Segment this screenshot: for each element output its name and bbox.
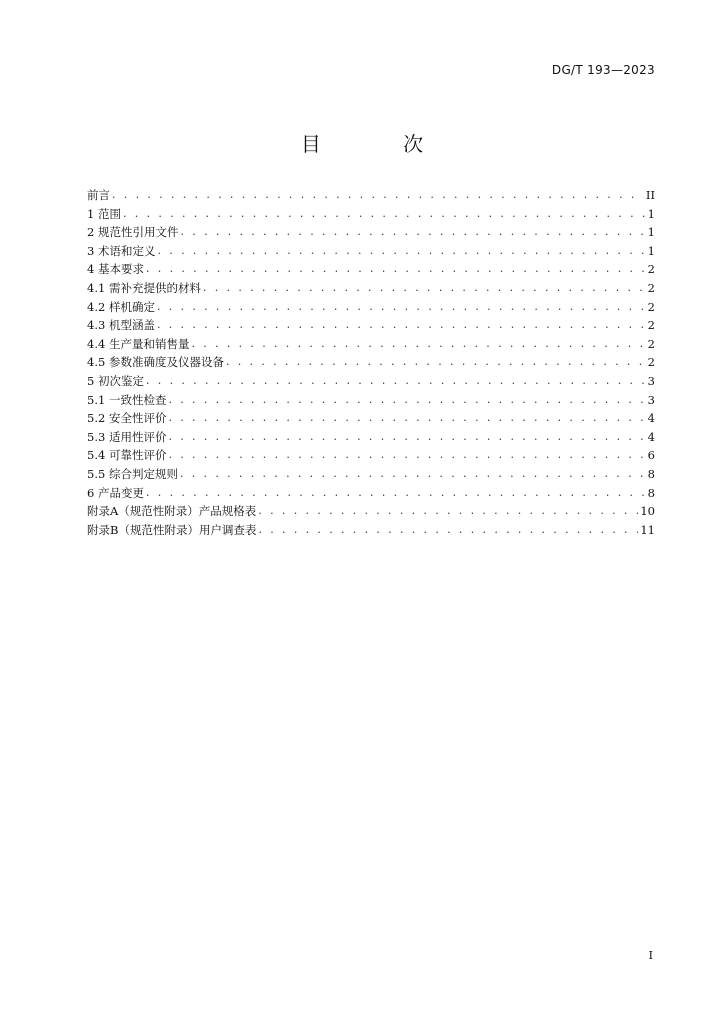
toc-entry-page: 3: [647, 373, 655, 388]
toc-entry[interactable]: [87, 242, 655, 261]
toc-entry[interactable]: [87, 353, 655, 372]
toc-entry-label: 3 术语和定义: [87, 243, 156, 258]
toc-entry-label: 4 基本要求: [87, 262, 144, 277]
toc-entry[interactable]: [87, 372, 655, 391]
document-code: DG/T 193—2023: [551, 63, 655, 77]
toc-entry[interactable]: [87, 391, 655, 410]
toc-entry-page: 1: [647, 225, 655, 240]
toc-entry-label: 前言: [87, 188, 110, 202]
toc-entry-page: 3: [647, 392, 655, 407]
toc-leader-dots: [203, 279, 646, 298]
toc-entry[interactable]: [87, 428, 655, 447]
toc-entry-label: 4.2 样机确定: [87, 299, 155, 314]
toc-entry-page: 1: [647, 243, 655, 258]
toc-entry-label: 5 初次鉴定: [87, 373, 144, 388]
toc-entry-page: 11: [640, 522, 655, 537]
toc-entry-label: 5.1 一致性检查: [87, 392, 167, 407]
toc-leader-dots: [180, 223, 645, 242]
toc-entry-label: 4.4 生产量和销售量: [87, 336, 190, 351]
toc-entry-page: 2: [647, 299, 655, 314]
toc-leader-dots: [157, 242, 645, 261]
toc-list: [87, 186, 655, 539]
toc-entry-label: 6 产品变更: [87, 485, 144, 500]
toc-title: 目 次: [300, 132, 462, 156]
toc-leader-dots: [146, 260, 646, 279]
toc-entry-page: 2: [647, 262, 655, 277]
toc-leader-dots: [168, 446, 645, 465]
toc-entry[interactable]: [87, 223, 655, 242]
toc-entry-page: 4: [647, 429, 655, 444]
toc-leader-dots: [180, 465, 646, 484]
toc-leader-dots: [123, 205, 646, 224]
toc-entry-label: 4.1 需补充提供的材料: [87, 280, 201, 295]
toc-entry[interactable]: [87, 502, 655, 521]
toc-entry-page: 2: [647, 336, 655, 351]
toc-entry-label: 附录A（规范性附录）产品规格表: [87, 504, 257, 519]
toc-entry[interactable]: [87, 484, 655, 503]
toc-entry-label: 1 范围: [87, 206, 121, 221]
toc-entry-page: 4: [647, 411, 655, 426]
toc-leader-dots: [168, 391, 645, 410]
toc-entry-label: 5.4 可靠性评价: [87, 448, 167, 463]
toc-entry-page: II: [645, 188, 655, 202]
toc-entry-page: 2: [647, 318, 655, 333]
toc-entry-page: 8: [647, 485, 655, 500]
toc-entry-page: 8: [647, 466, 655, 481]
toc-entry-label: 4.5 参数准确度及仪器设备: [87, 355, 224, 370]
toc-entry[interactable]: [87, 335, 655, 354]
toc-entry[interactable]: [87, 260, 655, 279]
toc-entry-label: 5.2 安全性评价: [87, 411, 167, 426]
toc-leader-dots: [157, 316, 646, 335]
toc-entry[interactable]: [87, 409, 655, 428]
toc-entry-page: 6: [647, 448, 655, 463]
toc-entry-label: 4.3 机型涵盖: [87, 318, 155, 333]
toc-entry-label: 附录B（规范性附录）用户调查表: [87, 522, 257, 537]
toc-entry[interactable]: [87, 298, 655, 317]
toc-entry-page: 2: [647, 355, 655, 370]
toc-entry-page: 10: [640, 504, 655, 519]
toc-entry[interactable]: [87, 186, 655, 205]
toc-leader-dots: [146, 484, 646, 503]
toc-leader-dots: [258, 521, 638, 540]
toc-entry-label: 5.3 适用性评价: [87, 429, 167, 444]
toc-leader-dots: [168, 428, 645, 447]
toc-entry[interactable]: [87, 446, 655, 465]
toc-entry[interactable]: [87, 521, 655, 540]
toc-leader-dots: [157, 298, 646, 317]
toc-leader-dots: [191, 335, 645, 354]
toc-leader-dots: [226, 353, 646, 372]
toc-leader-dots: [146, 372, 646, 391]
toc-entry[interactable]: [87, 205, 655, 224]
toc-entry-page: 2: [647, 280, 655, 295]
toc-entry[interactable]: [87, 465, 655, 484]
toc-entry-page: 1: [647, 206, 655, 221]
toc-entry[interactable]: [87, 316, 655, 335]
toc-leader-dots: [168, 409, 645, 428]
page-number: I: [648, 949, 653, 962]
toc-leader-dots: [112, 186, 644, 205]
toc-entry[interactable]: [87, 279, 655, 298]
toc-entry-label: 5.5 综合判定规则: [87, 466, 178, 481]
toc-entry-label: 2 规范性引用文件: [87, 225, 179, 240]
toc-leader-dots: [258, 502, 638, 521]
